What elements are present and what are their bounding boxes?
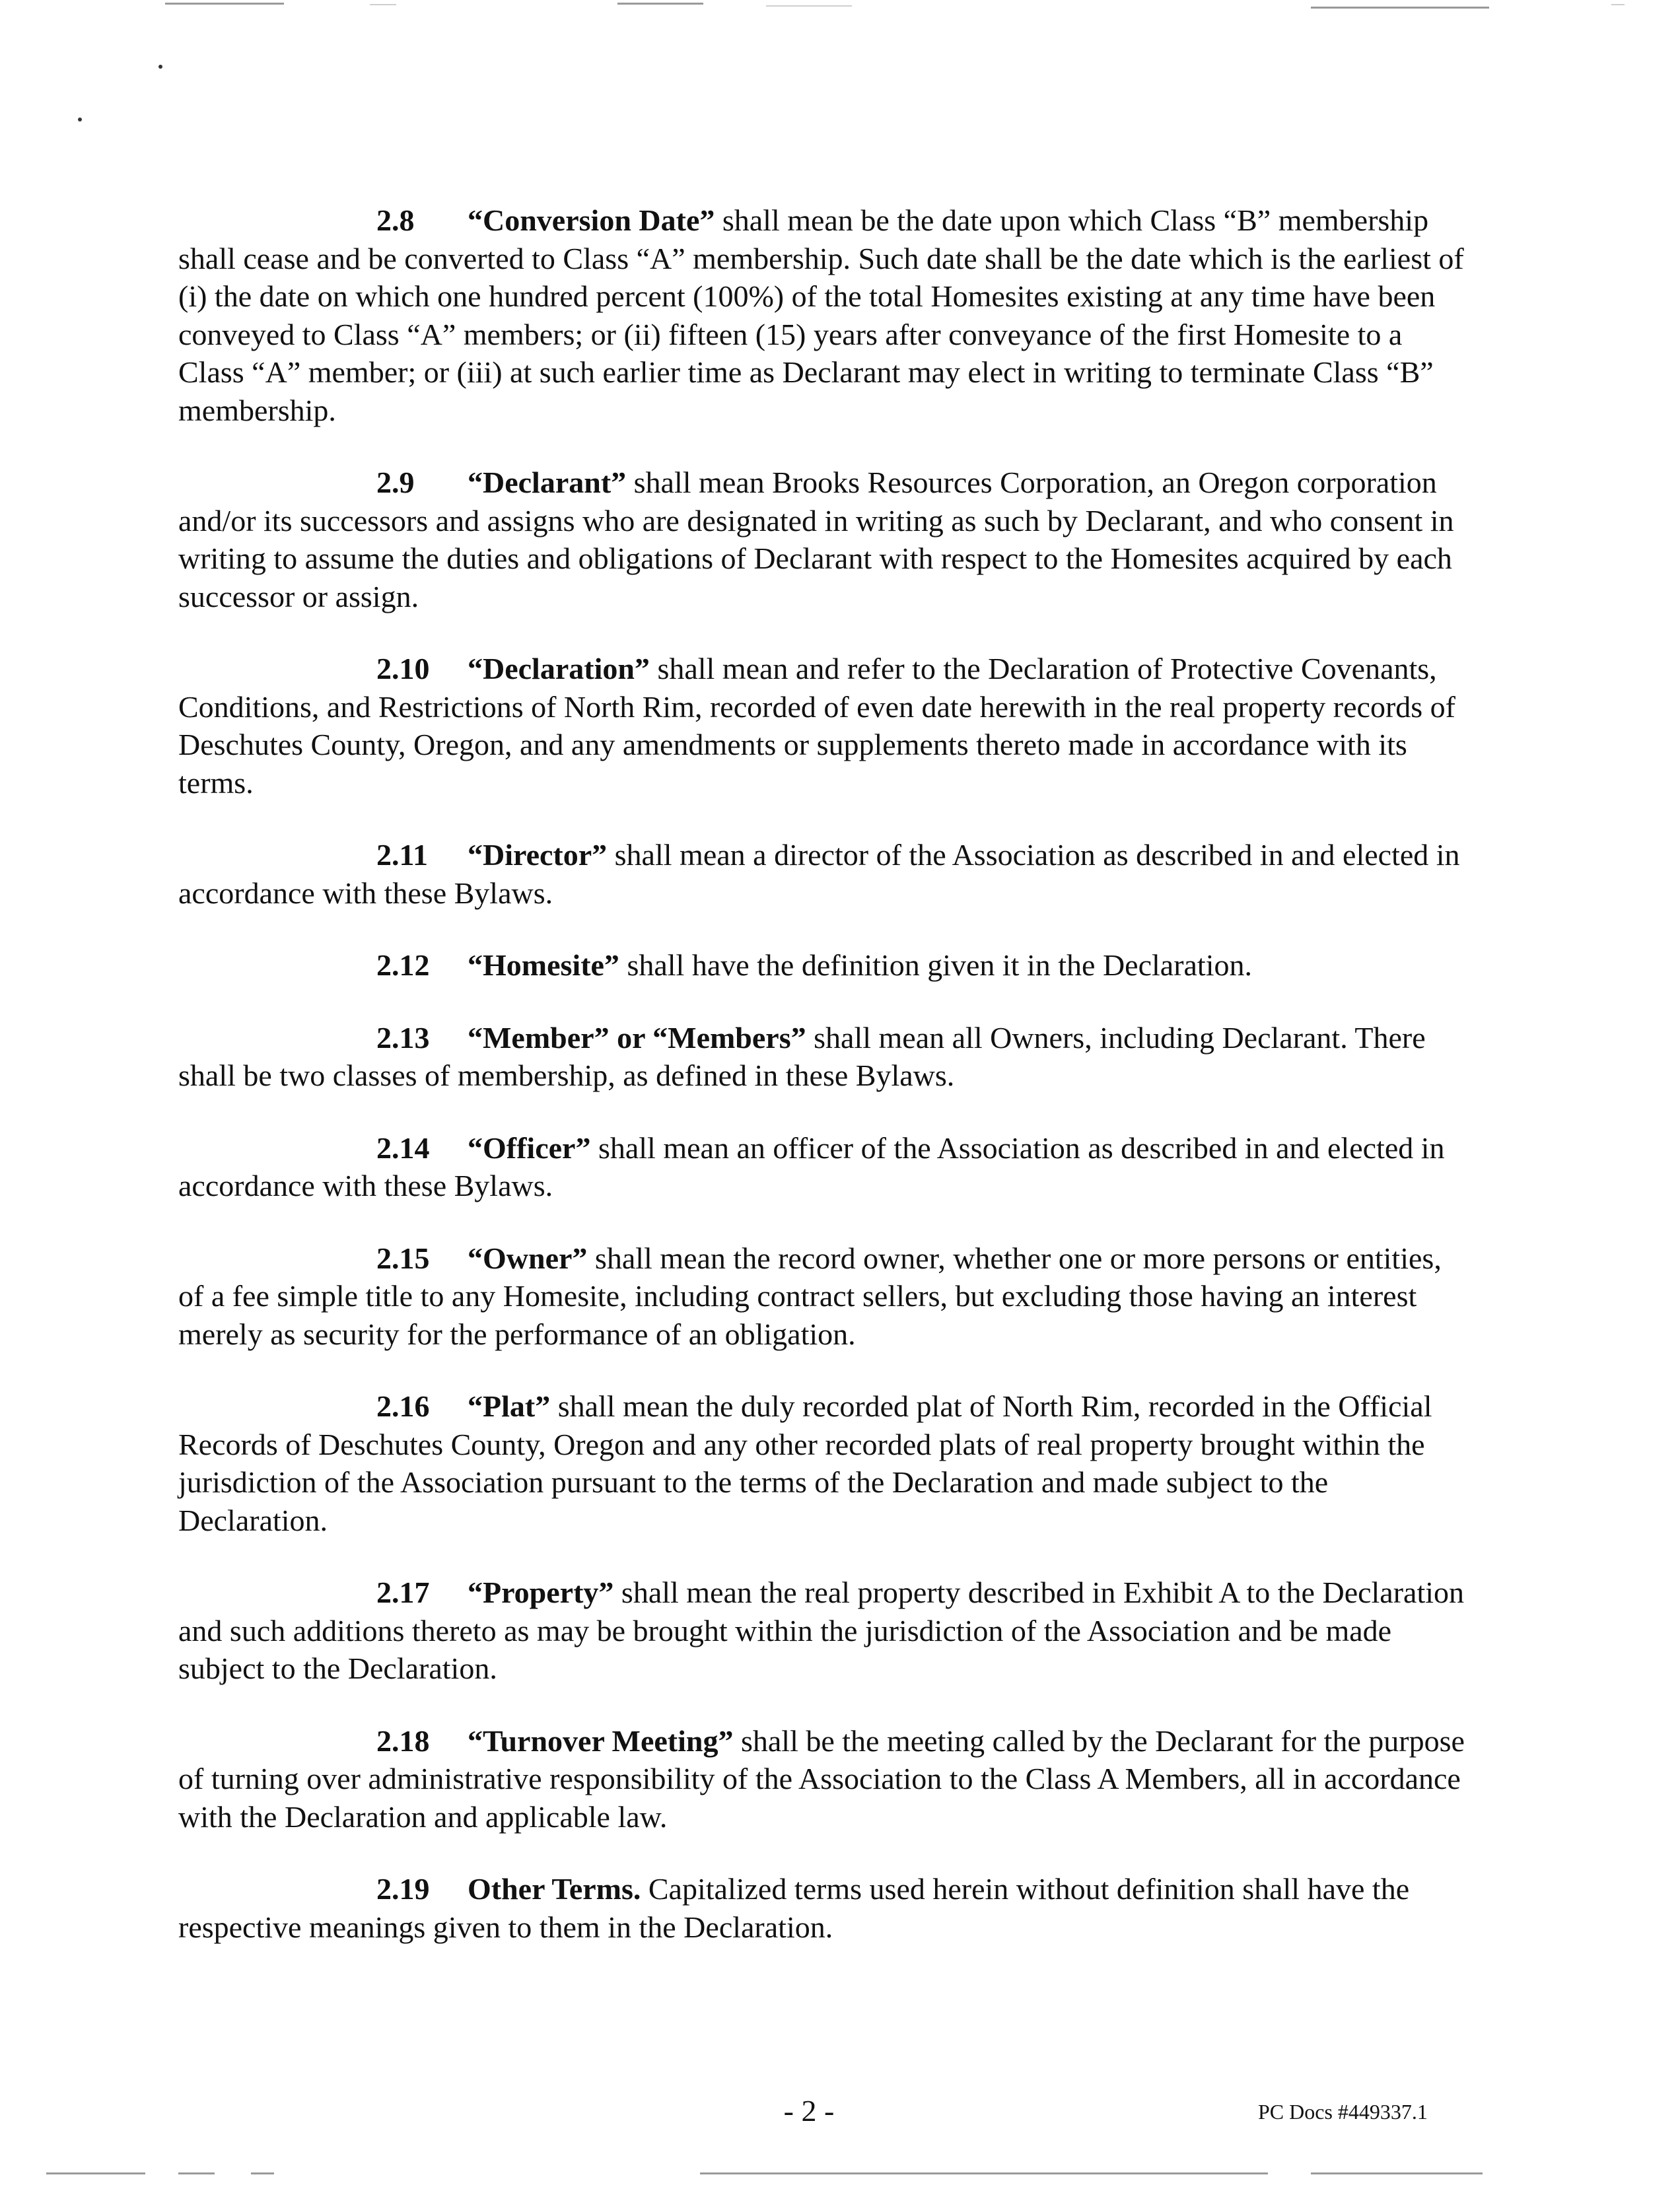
definition-text: shall have the definition given it in the Declaration. [619, 948, 1252, 982]
scan-artifact-line [165, 3, 284, 5]
definition-text: shall mean an officer of the Association as described in and elected in accordance with these Bylaws. [178, 1130, 1445, 1202]
definition-paragraph [178, 1387, 1473, 1539]
section-number: 2.11 [376, 838, 428, 872]
section-number: 2.19 [376, 1872, 430, 1906]
scan-artifact-line [700, 2172, 1268, 2174]
definition-paragraph [178, 1870, 1473, 1946]
definition-paragraph [178, 946, 1473, 985]
definition-text: shall mean the duly recorded plat of North Rim, recorded in the Official Records of Deschutes County, Oregon and any other recorded plats of real property brought within the jurisdiction of the Association pursuant to the terms of the Declaration and made subject to the Declaration. [178, 1389, 1432, 1537]
scan-artifact-line [766, 5, 852, 7]
definition-text: Capitalized terms used herein without definition shall have the respective meanings given to them in the Declaration. [178, 1872, 1410, 1944]
definition-paragraph [178, 836, 1473, 912]
scan-artifact-line [617, 3, 703, 5]
definition-paragraph [178, 1574, 1473, 1688]
section-number: 2.16 [376, 1389, 430, 1423]
defined-term: “Plat” [468, 1389, 551, 1423]
section-number: 2.14 [376, 1130, 430, 1165]
section-number: 2.18 [376, 1723, 430, 1758]
defined-term: “Member” or “Members” [468, 1020, 806, 1055]
defined-term: “Conversion Date” [468, 203, 715, 237]
definition-text: shall be the meeting called by the Declarant for the purpose of turning over administrative responsibility of the Association to the Class A Members, all in accordance with the Declaration and applicable law. [178, 1723, 1465, 1834]
scan-artifact-line [1611, 4, 1625, 5]
scan-artifact-line [46, 2172, 145, 2174]
definition-text: shall mean the record owner, whether one or more persons or entities, of a fee simple title to any Homesite, including contract sellers, but excluding those having an interest merely as security for the performance of an obligation. [178, 1241, 1442, 1351]
scan-artifact-line [370, 4, 396, 5]
section-number: 2.15 [376, 1241, 430, 1275]
page-number: - 2 - [783, 2094, 835, 2128]
definition-paragraph [178, 1239, 1473, 1354]
section-number: 2.10 [376, 652, 430, 685]
section-number: 2.9 [376, 466, 415, 499]
document-id: PC Docs #449337.1 [1258, 2100, 1428, 2124]
scan-speck [78, 118, 82, 121]
definition-paragraph [178, 1129, 1473, 1205]
definition-text: shall mean all Owners, including Declarant. There shall be two classes of membership, as defined in these Bylaws. [178, 1020, 1426, 1092]
definition-text: shall mean Brooks Resources Corporation, an Oregon corporation and/or its successors and assigns who are designated in writing as such by Declarant, and who consent in writing to assume the duties and obligations of Declarant with respect to the Homesites acquired by each successor or assign. [178, 466, 1454, 613]
defined-term: “Declarant” [468, 466, 627, 499]
section-number: 2.17 [376, 1576, 430, 1609]
section-number: 2.8 [376, 203, 415, 237]
section-number: 2.12 [376, 948, 430, 982]
definition-text: shall mean the real property described in Exhibit A to the Declaration and such additions thereto as may be brought within the jurisdiction of the Association and be made subject to the Declaration. [178, 1576, 1465, 1685]
definition-paragraph [178, 1722, 1473, 1836]
defined-term: “Director” [468, 838, 608, 872]
defined-term: “Homesite” [468, 948, 619, 982]
scan-artifact-line [251, 2172, 274, 2174]
section-number: 2.13 [376, 1020, 430, 1055]
definitions-body [178, 201, 1473, 1980]
defined-term: “Officer” [468, 1130, 591, 1165]
scan-speck [158, 65, 162, 69]
definition-paragraph [178, 650, 1473, 802]
defined-term: “Declaration” [468, 652, 650, 685]
scan-artifact-line [1311, 7, 1489, 9]
defined-term: “Property” [468, 1576, 614, 1609]
definition-text: shall mean and refer to the Declaration of Protective Covenants, Conditions, and Restrictions of North Rim, recorded of even date herewith in the real property records of Deschutes County, Oregon, and any amendments or supplements thereto made in accordance with its terms. [178, 652, 1455, 800]
definition-text: shall mean a director of the Association as described in and elected in accordance with these Bylaws. [178, 838, 1460, 910]
defined-term: Other Terms. [468, 1872, 641, 1906]
scan-artifact-line [178, 2172, 215, 2174]
definition-text: shall mean be the date upon which Class “B” membership shall cease and be converted to Class “A” membership. Such date shall be the date which is the earliest of (i) the date on which one hundred percent (100%) of the total Homesites existing at any time have been conveyed to Class “A” members; or (ii) fifteen (15) years after conveyance of the first Homesite to a Class “A” member; or (iii) at such earlier time as Declarant may elect in writing to terminate Class “B” membership. [178, 203, 1464, 427]
definition-paragraph [178, 1019, 1473, 1095]
definition-paragraph [178, 201, 1473, 429]
definition-paragraph [178, 464, 1473, 615]
scan-artifact-line [1311, 2172, 1483, 2174]
defined-term: “Owner” [468, 1241, 588, 1275]
defined-term: “Turnover Meeting” [468, 1723, 734, 1758]
